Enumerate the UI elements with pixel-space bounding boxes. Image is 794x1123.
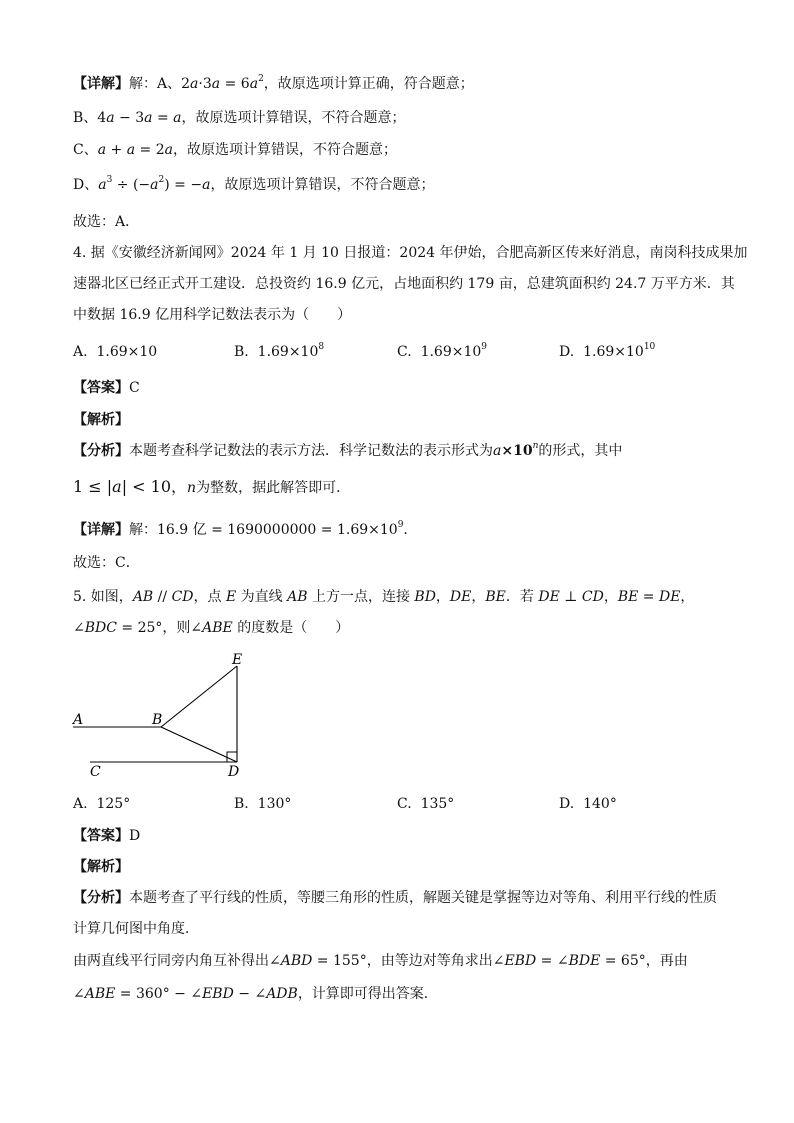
- text: = ∠: [536, 953, 569, 969]
- label-d: D: [228, 764, 240, 780]
- right-angle-mark: [227, 752, 237, 762]
- q4-option-d: [559, 342, 655, 362]
- var: CD: [581, 589, 604, 605]
- option-value: 135°: [420, 796, 455, 812]
- q5-analysis-line-4: [73, 984, 438, 1004]
- text: ．: [403, 522, 418, 538]
- exponent: 8: [318, 342, 325, 352]
- label-b: B: [152, 712, 163, 728]
- var: AB: [132, 589, 154, 605]
- var: DE: [449, 589, 472, 605]
- label-a: A: [73, 712, 84, 728]
- q4-detail: [73, 520, 417, 540]
- text: 为直线: [236, 589, 288, 605]
- q3-choice: 故选：A．: [73, 214, 140, 230]
- var: a: [202, 177, 211, 193]
- text: = 65°，再由: [600, 953, 688, 969]
- q5-answer: [73, 826, 140, 846]
- option-label: B.: [234, 796, 249, 812]
- text: B、: [73, 110, 98, 126]
- option-value: 1.69×10: [96, 344, 158, 360]
- q4-analysis-line-1: [73, 441, 622, 461]
- detail-tag: 【详解】: [73, 522, 129, 538]
- text: ，: [471, 589, 486, 605]
- option-label: B.: [234, 344, 249, 360]
- option-value: 1.69×10: [257, 344, 319, 360]
- option-value: 130°: [257, 796, 292, 812]
- op: ): [164, 177, 170, 193]
- var: ABE: [84, 986, 116, 1002]
- text: C、: [73, 142, 98, 158]
- option-label: D.: [559, 796, 575, 812]
- text: ，计算即可得出答案．: [297, 986, 438, 1002]
- q5-analysis-tag: 【解析】: [73, 859, 129, 875]
- var: ADB: [266, 986, 298, 1002]
- q5-stem-line-2: [73, 618, 349, 638]
- var: BE: [617, 589, 639, 605]
- var: a: [97, 142, 107, 158]
- answer-tag: 【答案】: [73, 828, 129, 844]
- num: 3: [135, 110, 145, 126]
- var: DE: [658, 589, 681, 605]
- var: a: [98, 177, 107, 193]
- text: ，: [680, 589, 695, 605]
- num: 4: [97, 110, 107, 126]
- q4-option-c: [397, 342, 487, 362]
- option-label: A.: [73, 796, 88, 812]
- op: =: [152, 110, 174, 126]
- exponent: n: [532, 441, 539, 451]
- var: EBD: [504, 953, 537, 969]
- option-label: D.: [559, 344, 575, 360]
- var: n: [187, 480, 197, 496]
- op: ×10: [501, 443, 533, 459]
- q5-analysis-line-1: [73, 888, 717, 908]
- text: ，故原选项计算错误，不符合题意；: [173, 142, 397, 158]
- op: ÷: [112, 177, 133, 193]
- op: (−: [132, 177, 151, 193]
- var: a: [106, 110, 115, 126]
- text: 解：16.9 亿 = 1690000000 = 1.69×10: [129, 522, 398, 538]
- text: ∠: [73, 986, 85, 1002]
- var: DE: [538, 589, 560, 605]
- var: a: [173, 110, 182, 126]
- text: ．若: [505, 589, 539, 605]
- op: //: [153, 589, 172, 605]
- op: = −: [169, 177, 203, 193]
- text: 为整数，据此解答即可．: [196, 480, 351, 496]
- detail-tag: 【详解】: [73, 76, 129, 92]
- var: BD: [414, 589, 436, 605]
- q4-stem-line-2: 速器北区已经正式开工建设．总投资约 16.9 亿元，占地面积约 179 亩，总建筑面积约 24.7 万平方米．其: [73, 276, 735, 292]
- q4-option-a: [73, 342, 157, 362]
- op: =: [135, 142, 156, 158]
- var: ABD: [280, 953, 313, 969]
- text: ，故原选项计算错误，不符合题意；: [181, 110, 406, 126]
- analysis-sub-tag: 【分析】: [73, 890, 129, 906]
- option-value: 1.69×10: [583, 344, 644, 360]
- var: ABE: [202, 620, 233, 636]
- text: 由两直线平行同旁内角互补得出∠: [73, 953, 281, 969]
- text: ，点: [193, 589, 226, 605]
- option-label: A.: [73, 344, 88, 360]
- q4-choice: 故选：C．: [73, 555, 140, 571]
- op: =: [220, 76, 241, 92]
- option-value: 1.69×10: [420, 344, 482, 360]
- q4-stem-line-1: 4. 据《安徽经济新闻网》2024 年 1 月 10 日报道：2024 年伊始，合肥高新区传来好消息，南岗科技成果加: [73, 245, 748, 261]
- text: 本题考查了平行线的性质，等腰三角形的性质，解题关键是掌握等边对等角、利用平行线的性质: [129, 890, 717, 906]
- detail-lead: 解：A、: [129, 76, 182, 92]
- var: a: [164, 142, 173, 158]
- exponent: 10: [643, 342, 656, 352]
- num: 2: [181, 76, 191, 92]
- text: − ∠: [233, 986, 267, 1002]
- answer-value: D: [129, 828, 141, 844]
- var: a: [144, 110, 153, 126]
- var: E: [225, 589, 237, 605]
- text: = 155°，由等边对等角求出∠: [312, 953, 505, 969]
- text: 本题考查科学记数法的表示方法．科学记数法的表示形式为: [129, 443, 493, 459]
- q5-option-b: [234, 794, 291, 814]
- exponent: 2: [158, 175, 165, 185]
- exponent: 3: [106, 175, 113, 185]
- var: a: [190, 76, 199, 92]
- var: BDC: [84, 620, 117, 636]
- text: ，: [603, 589, 618, 605]
- var: EBD: [202, 986, 234, 1002]
- op: +: [106, 142, 127, 158]
- text: ，: [435, 589, 450, 605]
- q5-stem-line-1: [73, 587, 694, 607]
- op: −: [114, 110, 136, 126]
- text: ，故原选项计算正确，符合题意；: [263, 76, 474, 92]
- text: ，故原选项计算错误，不符合题意；: [210, 177, 435, 193]
- segment-bd: [161, 727, 237, 762]
- q4-stem-line-3: 中数据 16.9 亿用科学记数法表示为（ ）: [73, 307, 352, 323]
- var: a: [126, 142, 136, 158]
- var: a: [493, 443, 502, 459]
- text: 1 ≤: [73, 477, 107, 496]
- label-e: E: [232, 652, 243, 668]
- q5-analysis-line-3: [73, 951, 688, 971]
- op: ⊥: [559, 589, 582, 605]
- op: ∠: [73, 620, 85, 636]
- var: CD: [171, 589, 194, 605]
- option-label: C.: [397, 344, 412, 360]
- var: a: [211, 76, 221, 92]
- answer-tag: 【答案】: [73, 380, 129, 396]
- q3-detail-line-d: [73, 175, 434, 195]
- exponent: 9: [397, 520, 404, 530]
- exponent: 2: [258, 74, 264, 84]
- q4-analysis-tag: 【解析】: [73, 412, 129, 428]
- var: a: [249, 76, 259, 92]
- op: |: [121, 477, 128, 496]
- text: < 10，: [127, 477, 188, 496]
- var: AB: [287, 589, 308, 605]
- op: |: [106, 477, 113, 496]
- text: 的度数是（ ）: [232, 620, 350, 636]
- exponent: 9: [481, 342, 488, 352]
- q5-analysis-line-2: 计算几何图中角度．: [73, 921, 199, 937]
- q3-detail-line-c: [73, 140, 397, 160]
- q4-analysis-line-2: [73, 476, 350, 499]
- var: BDE: [568, 953, 601, 969]
- q3-detail-line-b: [73, 108, 406, 128]
- text: 上方一点，连接: [307, 589, 415, 605]
- text: 的形式，其中: [538, 443, 623, 459]
- option-value: 125°: [96, 796, 131, 812]
- q5-option-a: [73, 794, 130, 814]
- q3-detail-line-a: [73, 74, 474, 94]
- num: 6: [240, 76, 250, 92]
- text: 5. 如图，: [73, 589, 133, 605]
- op: =: [638, 589, 659, 605]
- num: 2: [155, 142, 165, 158]
- q4-answer: [73, 378, 140, 398]
- var: a: [150, 177, 159, 193]
- analysis-sub-tag: 【分析】: [73, 443, 129, 459]
- answer-value: C: [129, 380, 140, 396]
- q5-geometry-figure: [60, 648, 260, 780]
- var: BE: [485, 589, 506, 605]
- option-value: 140°: [583, 796, 617, 812]
- segment-be: [161, 666, 237, 727]
- text: = 360° − ∠: [115, 986, 203, 1002]
- var: a: [112, 477, 122, 496]
- text: = 25°，则∠: [116, 620, 203, 636]
- option-label: C.: [397, 796, 412, 812]
- q5-option-d: [559, 794, 617, 814]
- q5-option-c: [397, 794, 454, 814]
- text: D、: [73, 177, 99, 193]
- label-c: C: [90, 764, 101, 780]
- q4-option-b: [234, 342, 324, 362]
- num: 3: [202, 76, 212, 92]
- op: ·: [198, 76, 203, 92]
